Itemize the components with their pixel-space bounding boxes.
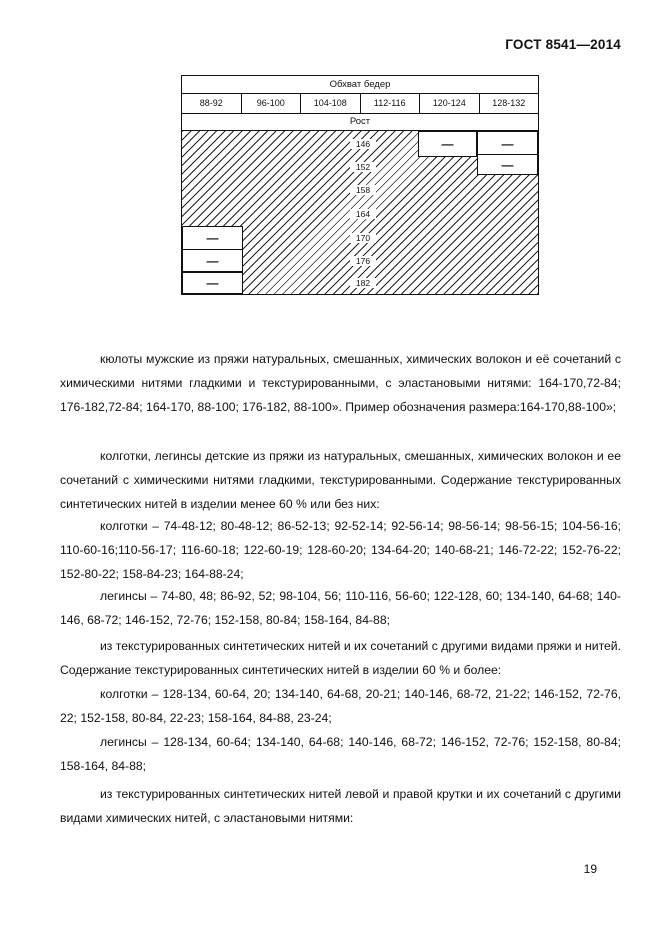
paragraph: колготки – 74-48-12; 80-48-12; 86-52-13; 92-52-14; 92-56-14; 98-56-14; 98-56-15; 104-56-16; 110-60-16;110-56-17; 116-60-18; 122-60-19; 128-60-20; 134-64-20; 140-68-21; 146-72-22; 152-76-22; 152-80-22; 158-84-23; 164-88-24; [60,519,621,581]
empty-cell: — [477,154,538,175]
column-header: 112-116 [361,94,421,113]
paragraph: из текстурированных синтетических нитей левой и правой крутки и их сочетаний с другими видами химических нитей, с эластановыми нитями: [60,787,621,825]
empty-cell: — [182,226,243,250]
paragraph: легинсы – 128-134, 60-64; 134-140, 64-68; 140-146, 68-72; 146-152, 72-76; 152-158, 80-84; 158-164, 84-88; [60,735,621,773]
column-header: 96-100 [242,94,302,113]
height-label: 158 [350,185,376,195]
empty-cell: — [418,131,477,157]
page-number: 19 [583,862,597,876]
column-header: 128-132 [492,98,526,108]
document-id: ГОСТ 8541—2014 [505,37,621,52]
table-subtitle: Рост [182,114,538,131]
column-header: 120-124 [420,94,480,113]
height-label: 164 [350,209,376,219]
table-title: Обхват бедер [182,76,538,94]
paragraph: из текстурированных синтетических нитей и их сочетаний с другими видами пряжи и нитей. Содержание текстурированных синтетических нитей в изделии 60 % и более: [60,639,621,677]
column-header: 104-108 [301,94,361,113]
size-table [181,75,539,295]
paragraph: кюлоты мужские из пряжи натуральных, смешанных, химических волокон и её сочетаний с химическими нитями гладкими и текстурированными, с эластановыми нитями: 164-170,72-84; 176-182,72-84; 164-170, 88-100; 176-182, 88-100». Пример обозначения размера:164-170,88-100»; [60,352,621,414]
height-label: 170 [350,233,376,243]
table-columns-row [182,94,538,114]
height-label: 176 [350,256,376,266]
empty-cell: — [182,272,243,294]
paragraph: колготки – 128-134, 60-64, 20; 134-140, 64-68, 20-21; 140-146, 68-72, 21-22; 146-152, 72-76, 22; 152-158, 80-84, 22-23; 158-164, 84-88, 23-24; [60,687,621,725]
column-header: 88-92 [182,94,242,113]
empty-cell: — [182,249,243,272]
paragraph: колготки, легинсы детские из пряжи из натуральных, смешанных, химических волокон и ее сочетаний с химическими нитями гладкими, текстурированными. Содержание текстурированных синтетических нитей в изделии менее 60 % или без них: [60,449,621,511]
height-label: 152 [350,162,376,172]
height-label: 182 [350,278,376,288]
empty-cell: — [477,131,538,157]
paragraph: легинсы – 74-80, 48; 86-92, 52; 98-104, 56; 110-116, 56-60; 122-128, 60; 134-140, 64-68; 140-146, 68-72; 146-152, 72-76; 152-158, 80-84; 158-164, 84-88; [60,589,621,627]
height-label: 146 [350,139,376,149]
